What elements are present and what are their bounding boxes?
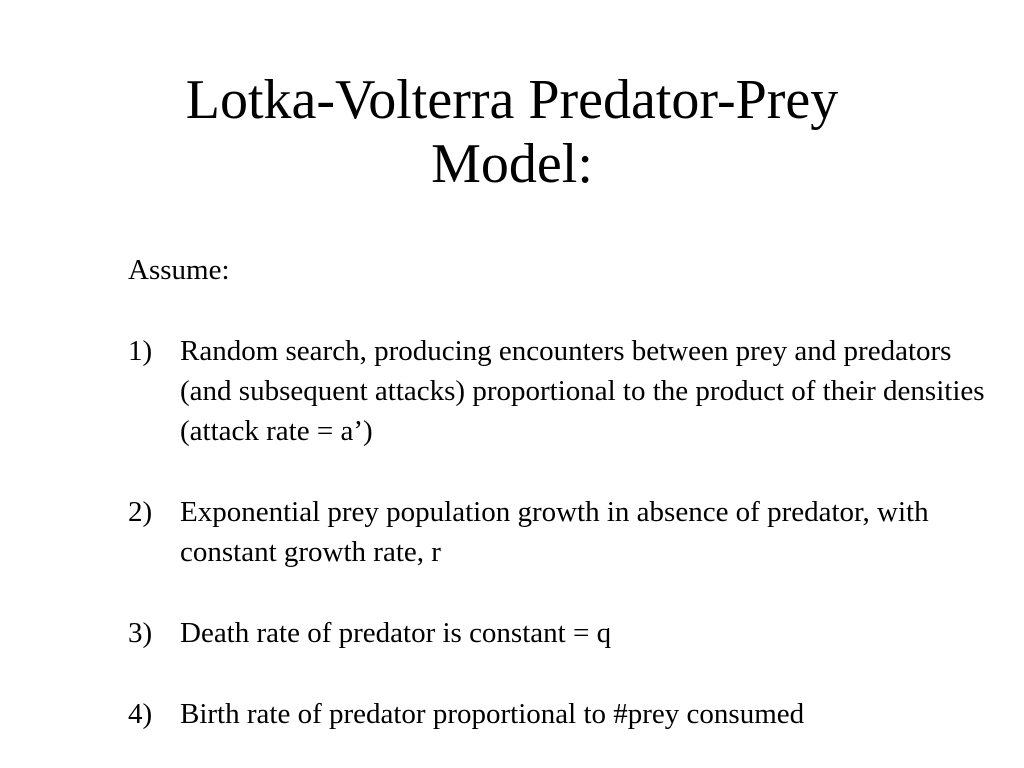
list-item-number: 2) [128, 496, 153, 528]
list-item-number: 4) [128, 698, 153, 730]
list-item-text: Random search, producing encounters between prey and predators (and subsequent attacks) proportional to the product of their densities (attack rate = a’) [180, 335, 985, 447]
slide-body [128, 250, 1008, 734]
list-item-number: 1) [128, 335, 153, 367]
list-item-4 [128, 694, 1008, 734]
list-item-3 [128, 613, 1008, 653]
slide-title-line-2: Model: [431, 133, 593, 195]
list-item-2 [128, 492, 1008, 572]
slide-title [0, 68, 1024, 196]
list-item-1 [128, 331, 1008, 451]
list-item-number: 3) [128, 617, 153, 649]
slide-title-line-1: Lotka-Volterra Predator-Prey [185, 69, 839, 131]
list-item-text: Birth rate of predator proportional to #prey consumed [180, 698, 805, 730]
list-item-text: Death rate of predator is constant = q [180, 617, 612, 649]
list-item-text: Exponential prey population growth in absence of predator, with constant growth rate, r [180, 496, 929, 568]
assume-label: Assume: [128, 254, 230, 286]
